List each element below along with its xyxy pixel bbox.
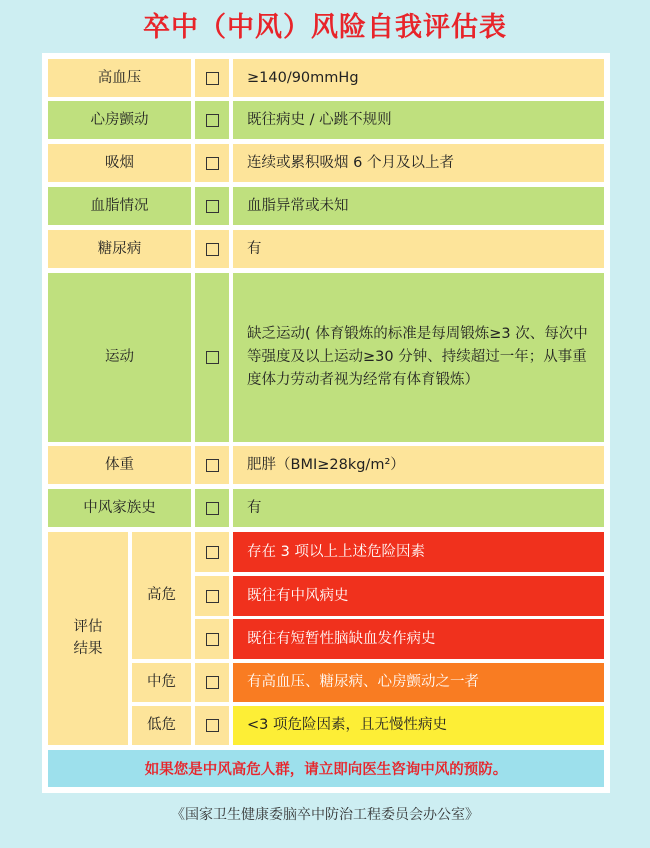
- row-label-atrial-fibrillation: 心房颤动: [48, 101, 191, 139]
- low-risk-item: <3 项危险因素，且无慢性病史: [233, 706, 604, 745]
- checkbox-icon: [206, 719, 219, 732]
- footer-source: 《国家卫生健康委脑卒中防治工程委员会办公室》: [171, 807, 479, 823]
- checkbox-icon: [206, 590, 219, 603]
- checkbox-weight[interactable]: [195, 446, 229, 484]
- checkbox-smoking[interactable]: [195, 144, 229, 182]
- row-desc-diabetes: 有: [233, 230, 604, 268]
- row-desc-weight: 肥胖（BMI≥28kg/m²）: [233, 446, 604, 484]
- checkbox-icon: [206, 502, 219, 515]
- checkbox-low[interactable]: [195, 706, 229, 745]
- checkbox-high-3[interactable]: [195, 619, 229, 659]
- checkbox-high-1[interactable]: [195, 532, 229, 572]
- row-label-smoking: 吸烟: [48, 144, 191, 182]
- assessment-label-text: 评估结果: [73, 618, 103, 657]
- row-desc-smoking: 连续或累积吸烟 6 个月及以上者: [233, 144, 604, 182]
- assessment-label: [48, 532, 128, 745]
- checkbox-high-2[interactable]: [195, 576, 229, 616]
- row-desc-hypertension: ≥140/90mmHg: [233, 59, 604, 97]
- medium-risk-label: 中危: [132, 663, 191, 702]
- row-desc-atrial-fibrillation: 既往病史 / 心跳不规则: [233, 101, 604, 139]
- high-risk-item-1: 存在 3 项以上上述危险因素: [233, 532, 604, 572]
- medium-risk-item: 有高血压、糖尿病、心房颤动之一者: [233, 663, 604, 702]
- checkbox-diabetes[interactable]: [195, 230, 229, 268]
- low-risk-label: 低危: [132, 706, 191, 745]
- checkbox-blood-lipids[interactable]: [195, 187, 229, 225]
- checkbox-icon: [206, 200, 219, 213]
- row-label-hypertension: 高血压: [48, 59, 191, 97]
- row-label-exercise: 运动: [48, 273, 191, 442]
- checkbox-icon: [206, 243, 219, 256]
- advice-note: 如果您是中风高危人群，请立即向医生咨询中风的预防。: [48, 750, 604, 787]
- high-risk-label: 高危: [132, 532, 191, 659]
- row-desc-blood-lipids: 血脂异常或未知: [233, 187, 604, 225]
- row-label-diabetes: 糖尿病: [48, 230, 191, 268]
- row-desc-exercise: 缺乏运动( 体育锻炼的标准是每周锻炼≥3 次、每次中等强度及以上运动≥30 分钟、持续超过一年；从事重度体力劳动者视为经常有体育锻炼）: [233, 273, 604, 442]
- checkbox-icon: [206, 114, 219, 127]
- checkbox-icon: [206, 351, 219, 364]
- checkbox-family-history[interactable]: [195, 489, 229, 527]
- checkbox-icon: [206, 633, 219, 646]
- assessment-table: [42, 53, 610, 793]
- row-label-family-history: 中风家族史: [48, 489, 191, 527]
- high-risk-item-3: 既往有短暂性脑缺血发作病史: [233, 619, 604, 659]
- high-risk-item-2: 既往有中风病史: [233, 576, 604, 616]
- checkbox-hypertension[interactable]: [195, 59, 229, 97]
- checkbox-exercise[interactable]: [195, 273, 229, 442]
- checkbox-icon: [206, 157, 219, 170]
- page-title: 卒中（中风）风险自我评估表: [143, 12, 507, 43]
- checkbox-icon: [206, 72, 219, 85]
- checkbox-atrial-fibrillation[interactable]: [195, 101, 229, 139]
- row-desc-family-history: 有: [233, 489, 604, 527]
- row-label-blood-lipids: 血脂情况: [48, 187, 191, 225]
- checkbox-icon: [206, 676, 219, 689]
- checkbox-icon: [206, 459, 219, 472]
- checkbox-medium[interactable]: [195, 663, 229, 702]
- checkbox-icon: [206, 546, 219, 559]
- row-label-weight: 体重: [48, 446, 191, 484]
